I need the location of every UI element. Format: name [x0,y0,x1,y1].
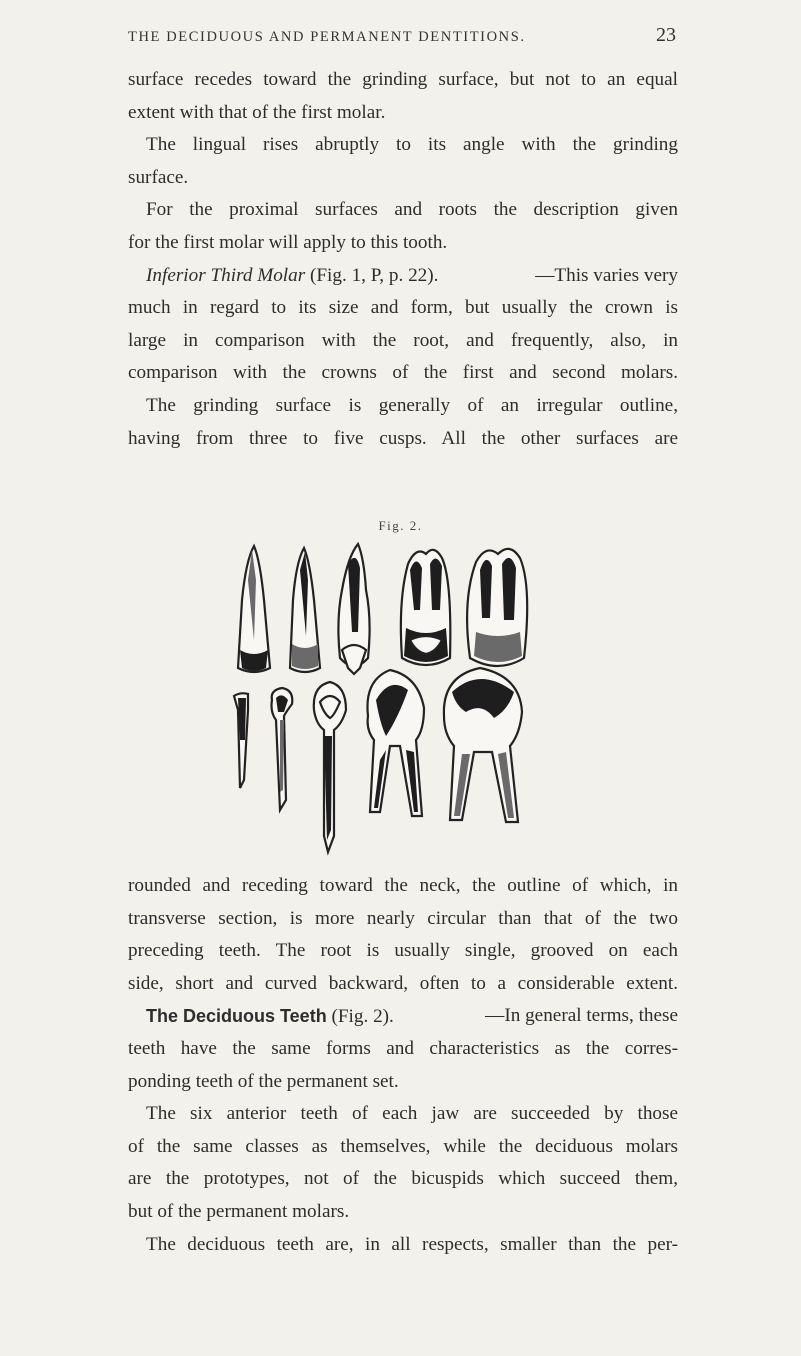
text-line: The grinding surface is generally of an irregular outline, [146,394,678,416]
text-line: surface recedes toward the grinding surface, but not to an equal [128,69,678,90]
lower-canine [314,682,346,852]
text-line: surface. [128,166,189,188]
text-line: much in regard to its size and form, but usually the crown is [128,297,678,319]
page-number: 23 [656,24,676,46]
text-line: preceding teeth. The root is usually single, grooved on each [128,940,678,962]
text-line: comparison with the crowns of the first and second molars. [128,362,678,384]
text-line: are the prototypes, not of the bicuspids which succeed them, [128,1168,678,1190]
text-line: The six anterior teeth of each jaw are succeeded by those [146,1103,678,1125]
text-line: The deciduous teeth are, in all respects, smaller than the per- [146,1233,678,1255]
figure-caption: Fig. 2. [378,518,423,533]
lower-lateral-incisor [272,688,293,810]
text-line: The lingual rises abruptly to its angle with the grinding [146,134,678,156]
text-line: of the same classes as themselves, while the deciduous molars [128,1135,678,1157]
text-line: —This varies very [535,264,678,286]
upper-second-molar [467,549,527,666]
upper-lateral-incisor [290,548,320,672]
upper-first-molar [401,550,450,665]
lower-central-incisor [234,693,248,788]
upper-central-incisor [238,546,270,672]
text-line: having from three to five cusps. All the other surfaces are [128,427,678,449]
text-line: large in comparison with the root, and frequently, also, in [128,329,678,351]
text-line: for the first molar will apply to this tooth. [128,231,448,253]
text-line: rounded and receding toward the neck, the outline of which, in [128,875,678,896]
section-heading-line [128,1000,678,1033]
text-line: side, short and curved backward, often to a considerable extent. [128,972,678,994]
lower-first-molar [367,670,424,816]
third-molar-title: Inferior Third Molar [146,264,306,286]
third-molar-heading-lead [146,260,438,293]
text-line: teeth have the same forms and characteristics as the corres- [128,1037,678,1059]
running-head [128,24,676,50]
text-line: transverse section, is more nearly circular than that of the two [128,907,678,929]
lower-second-molar [444,668,522,822]
text-line: but of the permanent molars. [128,1200,350,1222]
third-molar-figure-ref: (Fig. 1, P, p. 22). [310,264,439,286]
section-title: The Deciduous Teeth [146,1006,327,1027]
text-line: ponding teeth of the permanent set. [128,1070,399,1092]
text-line: For the proximal surfaces and roots the description given [146,199,678,221]
section-figure-ref: (Fig. 2). [331,1006,394,1028]
deciduous-teeth-illustration [230,540,570,870]
text-line: extent with that of the first molar. [128,101,386,123]
text-line: —In general terms, these [485,1005,678,1027]
top-paragraphs [128,64,678,455]
bottom-paragraphs [128,870,678,1261]
section-heading-lead [146,1000,394,1033]
upper-canine [338,544,369,674]
running-title: THE DECIDUOUS AND PERMANENT DENTITIONS. [128,29,526,45]
third-molar-heading-line [128,260,678,293]
